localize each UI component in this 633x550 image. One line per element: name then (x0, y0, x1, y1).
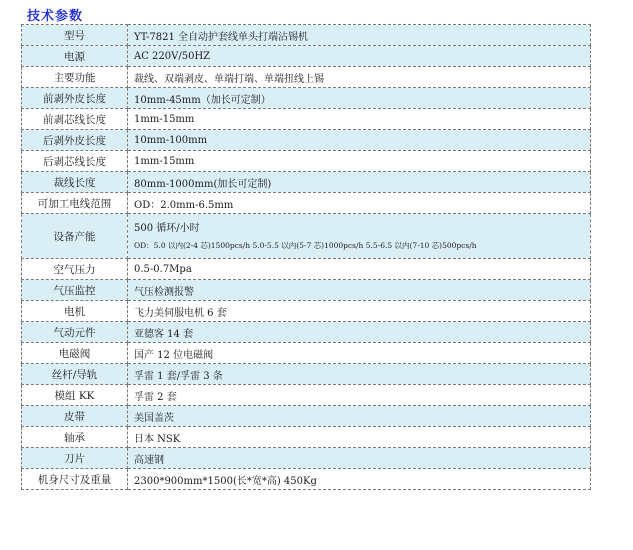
table-row (22, 280, 591, 301)
row-value: 80mm-1000mm(加长可定制) (128, 172, 591, 193)
row-label: 主要功能 (22, 67, 128, 88)
row-label: 模组 KK (22, 385, 128, 406)
row-label: 机身尺寸及重量 (22, 469, 128, 490)
row-value-multiline (128, 214, 591, 259)
table-row (22, 193, 591, 214)
row-value: 日本 NSK (128, 427, 591, 448)
row-label: 电磁阀 (22, 343, 128, 364)
row-value: 10mm-100mm (128, 130, 591, 151)
table-row (22, 427, 591, 448)
row-value: 1mm-15mm (128, 151, 591, 172)
row-label: 电机 (22, 301, 128, 322)
row-value: 高速钢 (128, 448, 591, 469)
row-value: OD：2.0mm-6.5mm (128, 193, 591, 214)
row-label: 前剥芯线长度 (22, 109, 128, 130)
table-row (22, 214, 591, 259)
table-row (22, 88, 591, 109)
table-row (22, 448, 591, 469)
row-value: AC 220V/50HZ (128, 46, 591, 67)
table-row (22, 343, 591, 364)
row-value: 裁线、双端剥皮、单端打端、单端扭线上锡 (128, 67, 591, 88)
capacity-detail: OD：5.0 以内(2-4 芯)1500pcs/h 5.0-5.5 以内(5-7 芯)1000pcs/h 5.5-6.5 以内(7-10 芯)500pcs/h (134, 241, 477, 250)
row-label: 丝杆/导轨 (22, 364, 128, 385)
row-label: 裁线长度 (22, 172, 128, 193)
row-value: 气压检测报警 (128, 280, 591, 301)
table-row (22, 469, 591, 490)
row-label: 刀片 (22, 448, 128, 469)
table-row (22, 406, 591, 427)
row-value: 飞力美伺服电机 6 套 (128, 301, 591, 322)
table-row (22, 151, 591, 172)
row-label: 前剥外皮长度 (22, 88, 128, 109)
section-title: 技术参数 (27, 9, 84, 24)
table-row (22, 259, 591, 280)
table-row (22, 130, 591, 151)
row-value: 孚雷 2 套 (128, 385, 591, 406)
row-value: 亚德客 14 套 (128, 322, 591, 343)
row-value: 美国盖茨 (128, 406, 591, 427)
table-row (22, 67, 591, 88)
row-label: 可加工电线范围 (22, 193, 128, 214)
row-value: 国产 12 位电磁阀 (128, 343, 591, 364)
row-label: 后剥外皮长度 (22, 130, 128, 151)
row-label: 电源 (22, 46, 128, 67)
table-row (22, 301, 591, 322)
table-row (22, 322, 591, 343)
table-row (22, 25, 591, 46)
table-row (22, 46, 591, 67)
row-label: 型号 (22, 25, 128, 46)
row-label: 气动元件 (22, 322, 128, 343)
table-row (22, 385, 591, 406)
row-value: 1mm-15mm (128, 109, 591, 130)
row-label: 设备产能 (22, 214, 128, 259)
row-label: 皮带 (22, 406, 128, 427)
row-value: YT-7821 全自动护套线单头打端沾锡机 (128, 25, 591, 46)
row-label: 气压监控 (22, 280, 128, 301)
row-value: 2300*900mm*1500(长*宽*高) 450Kg (128, 469, 591, 490)
row-label: 轴承 (22, 427, 128, 448)
row-label: 后剥芯线长度 (22, 151, 128, 172)
row-label: 空气压力 (22, 259, 128, 280)
row-value: 0.5-0.7Mpa (128, 259, 591, 280)
spec-table (21, 24, 591, 490)
row-value: 10mm-45mm（加长可定制） (128, 88, 591, 109)
capacity-cycles: 500 循环/小时 (134, 223, 200, 234)
row-value: 孚雷 1 套/孚雷 3 条 (128, 364, 591, 385)
table-row (22, 364, 591, 385)
table-row (22, 109, 591, 130)
table-row (22, 172, 591, 193)
